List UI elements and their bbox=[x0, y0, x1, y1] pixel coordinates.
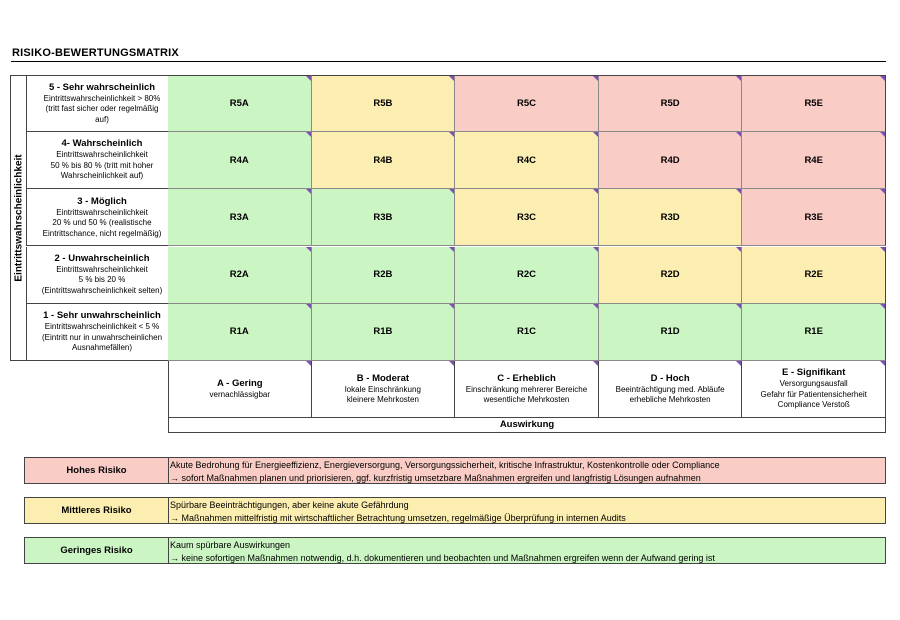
risk-cell-label: R1B bbox=[373, 326, 393, 338]
risk-cell[interactable] bbox=[312, 247, 456, 304]
risk-cell[interactable] bbox=[455, 247, 599, 304]
risk-cell-label: R2A bbox=[229, 269, 249, 281]
column-header bbox=[742, 361, 886, 418]
risk-cell-label: R3E bbox=[804, 211, 823, 223]
risk-cell[interactable] bbox=[312, 304, 456, 361]
row-description: auf) bbox=[95, 114, 109, 124]
comment-marker-icon bbox=[736, 361, 741, 366]
risk-cell[interactable] bbox=[599, 247, 743, 304]
row-header bbox=[26, 247, 178, 304]
risk-cell[interactable] bbox=[742, 304, 886, 361]
risk-cell[interactable] bbox=[742, 247, 886, 304]
row-description: 50 % bis 80 % (tritt mit hoher bbox=[50, 160, 154, 170]
column-description: lokale Einschränkung bbox=[344, 384, 421, 394]
risk-cell[interactable] bbox=[599, 189, 743, 246]
comment-marker-icon bbox=[449, 76, 454, 81]
x-axis-label: Auswirkung bbox=[168, 418, 886, 433]
comment-marker-icon bbox=[736, 247, 741, 252]
legend-description bbox=[169, 497, 886, 524]
column-title: D - Hoch bbox=[650, 372, 690, 384]
risk-matrix bbox=[10, 75, 886, 430]
legend-yellow bbox=[24, 497, 886, 524]
comment-marker-icon bbox=[736, 132, 741, 137]
legend-line: Spürbare Beeinträchtigungen, aber keine akute Gefährdung bbox=[170, 500, 409, 510]
comment-marker-icon bbox=[880, 76, 885, 81]
risk-cell[interactable] bbox=[599, 75, 743, 132]
y-axis-label: Eintrittswahrscheinlichkeit bbox=[13, 154, 24, 282]
comment-marker-icon bbox=[306, 361, 311, 366]
risk-cell-label: R1E bbox=[804, 326, 823, 338]
column-header bbox=[455, 361, 599, 418]
risk-cell-label: R5C bbox=[516, 98, 536, 109]
row-title: 4- Wahrscheinlich bbox=[61, 138, 143, 150]
row-header bbox=[26, 75, 178, 132]
comment-marker-icon bbox=[880, 304, 885, 309]
risk-cell[interactable] bbox=[168, 75, 312, 132]
comment-marker-icon bbox=[880, 132, 885, 137]
row-title: 2 - Unwahrscheinlich bbox=[54, 252, 150, 264]
row-description: Eintrittswahrscheinlichkeit > 80% bbox=[43, 93, 161, 103]
risk-cell[interactable] bbox=[742, 132, 886, 189]
column-title: C - Erheblich bbox=[497, 372, 556, 384]
risk-cell-label: R2C bbox=[516, 269, 536, 281]
row-description: Eintrittswahrscheinlichkeit bbox=[56, 207, 148, 217]
risk-cell-label: R5E bbox=[804, 98, 823, 109]
legend-line: Kaum spürbare Auswirkungen bbox=[170, 540, 291, 550]
row-description: Eintrittswahrscheinlichkeit bbox=[56, 150, 148, 160]
comment-marker-icon bbox=[306, 189, 311, 194]
column-description: wesentliche Mehrkosten bbox=[483, 395, 570, 404]
risk-cell-label: R4E bbox=[804, 154, 823, 166]
row-description: Eintrittschance, nicht regelmäßig) bbox=[42, 228, 162, 238]
comment-marker-icon bbox=[593, 132, 598, 137]
row-title: 3 - Möglich bbox=[77, 195, 127, 207]
risk-cell[interactable] bbox=[312, 132, 456, 189]
column-description: Beeinträchtigung med. Abläufe bbox=[615, 384, 725, 394]
comment-marker-icon bbox=[736, 189, 741, 194]
comment-marker-icon bbox=[593, 76, 598, 81]
row-header bbox=[26, 189, 178, 246]
row-header bbox=[26, 132, 178, 189]
row-description: 5 % bis 20 % bbox=[78, 275, 126, 285]
row-header bbox=[26, 304, 178, 361]
risk-cell[interactable] bbox=[168, 189, 312, 246]
comment-marker-icon bbox=[593, 247, 598, 252]
risk-cell-label: R4C bbox=[516, 154, 536, 166]
risk-cell-label: R3D bbox=[660, 211, 680, 223]
risk-cell[interactable] bbox=[455, 132, 599, 189]
column-header bbox=[599, 361, 743, 418]
risk-cell-label: R5B bbox=[373, 98, 393, 109]
page-title: RISIKO-BEWERTUNGSMATRIX bbox=[12, 47, 179, 59]
comment-marker-icon bbox=[736, 76, 741, 81]
legend-red bbox=[24, 457, 886, 484]
risk-cell-label: R1C bbox=[516, 326, 536, 338]
risk-cell[interactable] bbox=[168, 132, 312, 189]
legend-name: Hohes Risiko bbox=[24, 457, 169, 484]
comment-marker-icon bbox=[593, 304, 598, 309]
column-title: E - Signifikant bbox=[782, 367, 846, 379]
legend-line: → Maßnahmen mittelfristig mit wirtschaftlicher Betrachtung umsetzen, regelmäßige Überprüfung in internen Audits bbox=[170, 512, 626, 523]
row-title: 5 - Sehr wahrscheinlich bbox=[48, 81, 156, 93]
risk-cell[interactable] bbox=[742, 189, 886, 246]
column-description: vernachlässigbar bbox=[209, 389, 271, 399]
comment-marker-icon bbox=[449, 132, 454, 137]
risk-cell[interactable] bbox=[455, 304, 599, 361]
risk-cell-label: R4A bbox=[229, 154, 249, 166]
row-description: (tritt fast sicher oder regelmäßig bbox=[45, 104, 159, 114]
title-underline bbox=[11, 61, 886, 62]
risk-cell-label: R3A bbox=[229, 211, 249, 223]
risk-cell[interactable] bbox=[168, 304, 312, 361]
row-description: 20 % und 50 % (realistische bbox=[52, 218, 152, 228]
row-description: (Eintritt nur in unwahrscheinlichen bbox=[41, 332, 163, 342]
legend-line: → sofort Maßnahmen planen und priorisieren, ggf. kurzfristig umsetzbare Maßnahmen ergreifen und langfristig Lösungen aufnahmen bbox=[170, 472, 701, 483]
comment-marker-icon bbox=[449, 361, 454, 366]
comment-marker-icon bbox=[306, 304, 311, 309]
column-description: Gefahr für Patientensicherheit bbox=[760, 389, 867, 399]
comment-marker-icon bbox=[593, 189, 598, 194]
row-description: (Eintrittswahrscheinlichkeit selten) bbox=[41, 285, 163, 295]
row-description: Eintrittswahrscheinlichkeit bbox=[56, 264, 148, 274]
y-axis-box bbox=[10, 75, 26, 361]
risk-cell[interactable] bbox=[312, 75, 456, 132]
legend-name: Mittleres Risiko bbox=[24, 497, 169, 524]
comment-marker-icon bbox=[593, 361, 598, 366]
legend-line: Akute Bedrohung für Energieeffizienz, Energieversorgung, Versorgungssicherheit, kritische Infrastruktur, Kostenkontrolle oder Compliance bbox=[170, 460, 720, 470]
comment-marker-icon bbox=[736, 304, 741, 309]
legend-name: Geringes Risiko bbox=[24, 537, 169, 564]
risk-cell-label: R5A bbox=[229, 98, 249, 109]
column-title: B - Moderat bbox=[356, 372, 410, 384]
legend-description bbox=[169, 537, 886, 564]
risk-cell-label: R2B bbox=[373, 269, 393, 281]
column-description: Versorgungsausfall bbox=[779, 379, 848, 389]
comment-marker-icon bbox=[880, 361, 885, 366]
comment-marker-icon bbox=[880, 247, 885, 252]
risk-cell[interactable] bbox=[168, 247, 312, 304]
column-title: A - Gering bbox=[217, 377, 263, 389]
risk-cell-label: R1D bbox=[660, 326, 680, 338]
row-title: 1 - Sehr unwahrscheinlich bbox=[43, 310, 161, 322]
risk-cell-label: R3B bbox=[373, 211, 393, 223]
risk-cell-label: R3C bbox=[516, 211, 536, 223]
comment-marker-icon bbox=[449, 189, 454, 194]
comment-marker-icon bbox=[306, 76, 311, 81]
comment-marker-icon bbox=[449, 247, 454, 252]
column-description: Compliance Verstoß bbox=[777, 400, 850, 410]
legend-green bbox=[24, 537, 886, 564]
risk-cell-label: R2E bbox=[804, 269, 823, 281]
risk-cell[interactable] bbox=[455, 75, 599, 132]
legend-line: → keine sofortigen Maßnahmen notwendig, d.h. dokumentieren und beobachten und Maßnahmen ergreifen wenn der Aufwand gering ist bbox=[170, 552, 715, 563]
legend-description bbox=[169, 457, 886, 484]
comment-marker-icon bbox=[449, 304, 454, 309]
column-description: Einschränkung mehrerer Bereiche bbox=[465, 384, 588, 394]
column-header bbox=[168, 361, 312, 418]
comment-marker-icon bbox=[880, 189, 885, 194]
risk-cell[interactable] bbox=[312, 189, 456, 246]
comment-marker-icon bbox=[306, 247, 311, 252]
column-description: erhebliche Mehrkosten bbox=[629, 395, 711, 404]
risk-cell-label: R4B bbox=[373, 154, 393, 166]
risk-cell[interactable] bbox=[599, 132, 743, 189]
row-description: Wahrscheinlichkeit auf) bbox=[60, 171, 144, 181]
risk-cell-label: R5D bbox=[660, 98, 680, 109]
risk-cell[interactable] bbox=[455, 189, 599, 246]
risk-cell-label: R4D bbox=[660, 154, 680, 166]
comment-marker-icon bbox=[306, 132, 311, 137]
risk-cell[interactable] bbox=[599, 304, 743, 361]
row-description: Ausnahmefällen) bbox=[71, 343, 133, 353]
risk-cell[interactable] bbox=[742, 75, 886, 132]
risk-cell-label: R2D bbox=[660, 269, 680, 281]
row-description: Eintrittswahrscheinlichkeit < 5 % bbox=[44, 322, 160, 332]
risk-cell-label: R1A bbox=[229, 326, 249, 338]
column-description: kleinere Mehrkosten bbox=[346, 395, 419, 404]
column-header bbox=[312, 361, 456, 418]
